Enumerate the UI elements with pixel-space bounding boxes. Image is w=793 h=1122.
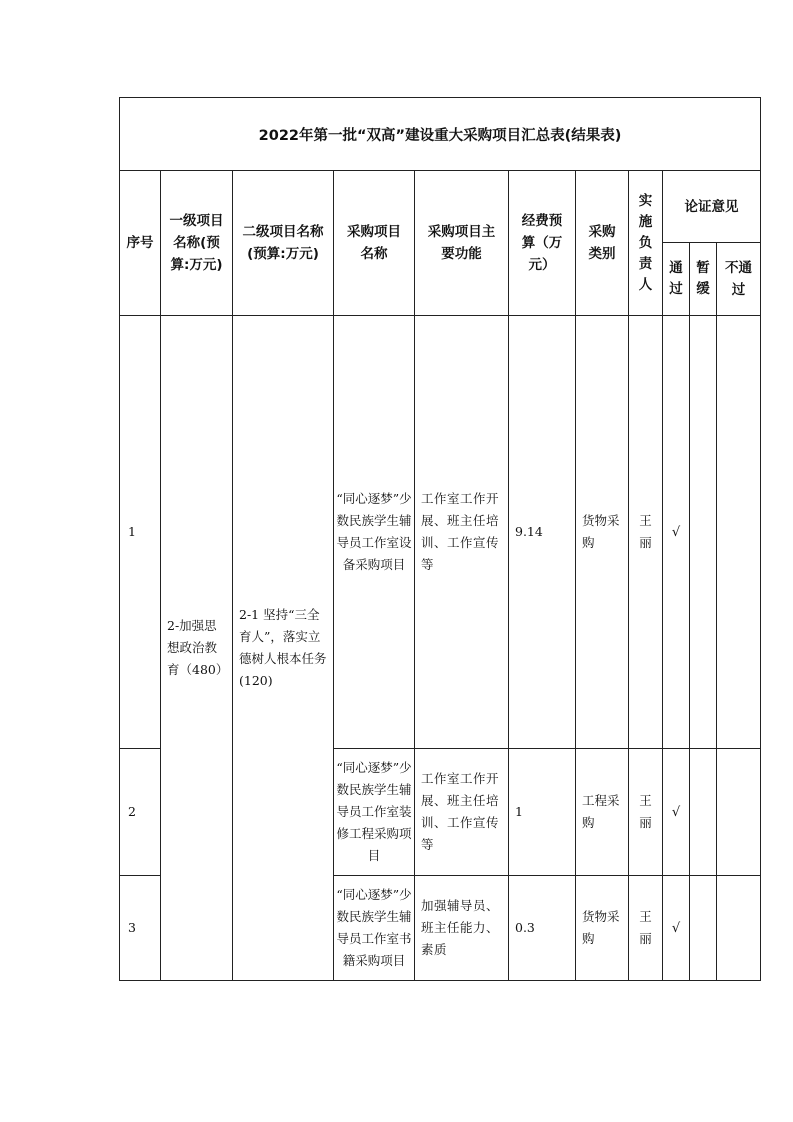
row-owner: 王丽 [629,749,663,876]
row-pass-mark: √ [663,876,690,981]
header-row [120,171,761,243]
row-reject-mark [717,876,761,981]
row-project-name: “同心逐梦”少数民族学生辅导员工作室设备采购项目 [334,316,415,749]
header-opinion: 论证意见 [663,171,761,243]
header-level2: 二级项目名称(预算:万元) [233,171,334,316]
row-main-function: 加强辅导员、班主任能力、素质 [415,876,509,981]
row-category: 工程采购 [576,749,629,876]
row-seq: 2 [120,749,161,876]
row-owner: 王丽 [629,876,663,981]
row-pass-mark: √ [663,316,690,749]
header-seq: 序号 [120,171,161,316]
row-defer-mark [690,876,717,981]
row-main-function: 工作室工作开展、班主任培训、工作宣传等 [415,316,509,749]
row-budget: 1 [509,749,576,876]
procurement-summary-table [119,97,761,981]
row-owner: 王丽 [629,316,663,749]
row-project-name: “同心逐梦”少数民族学生辅导员工作室装修工程采购项目 [334,749,415,876]
row-project-name: “同心逐梦”少数民族学生辅导员工作室书籍采购项目 [334,876,415,981]
row-defer-mark [690,316,717,749]
row-seq: 3 [120,876,161,981]
row-category: 货物采购 [576,316,629,749]
header-opinion-pass: 通过 [663,243,690,316]
title-row [120,98,761,171]
header-owner: 实施负责人 [629,171,663,316]
table-row [120,316,761,749]
row-reject-mark [717,316,761,749]
row-seq: 1 [120,316,161,749]
row-category: 货物采购 [576,876,629,981]
level1-project: 2-加强思想政治教育（480） [161,316,233,981]
level2-project: 2-1 坚持“三全育人”，落实立德树人根本任务(120) [233,316,334,981]
header-category: 采购类别 [576,171,629,316]
header-opinion-defer: 暂缓 [690,243,717,316]
row-budget: 9.14 [509,316,576,749]
row-main-function: 工作室工作开展、班主任培训、工作宣传等 [415,749,509,876]
header-level1: 一级项目名称(预算:万元) [161,171,233,316]
header-main-function: 采购项目主要功能 [415,171,509,316]
header-budget: 经费预算（万元） [509,171,576,316]
row-defer-mark [690,749,717,876]
row-reject-mark [717,749,761,876]
header-project-name: 采购项目名称 [334,171,415,316]
table-title: 2022年第一批“双高”建设重大采购项目汇总表(结果表) [120,98,761,171]
row-budget: 0.3 [509,876,576,981]
row-pass-mark: √ [663,749,690,876]
summary-sheet [119,97,761,981]
header-opinion-reject: 不通过 [717,243,761,316]
